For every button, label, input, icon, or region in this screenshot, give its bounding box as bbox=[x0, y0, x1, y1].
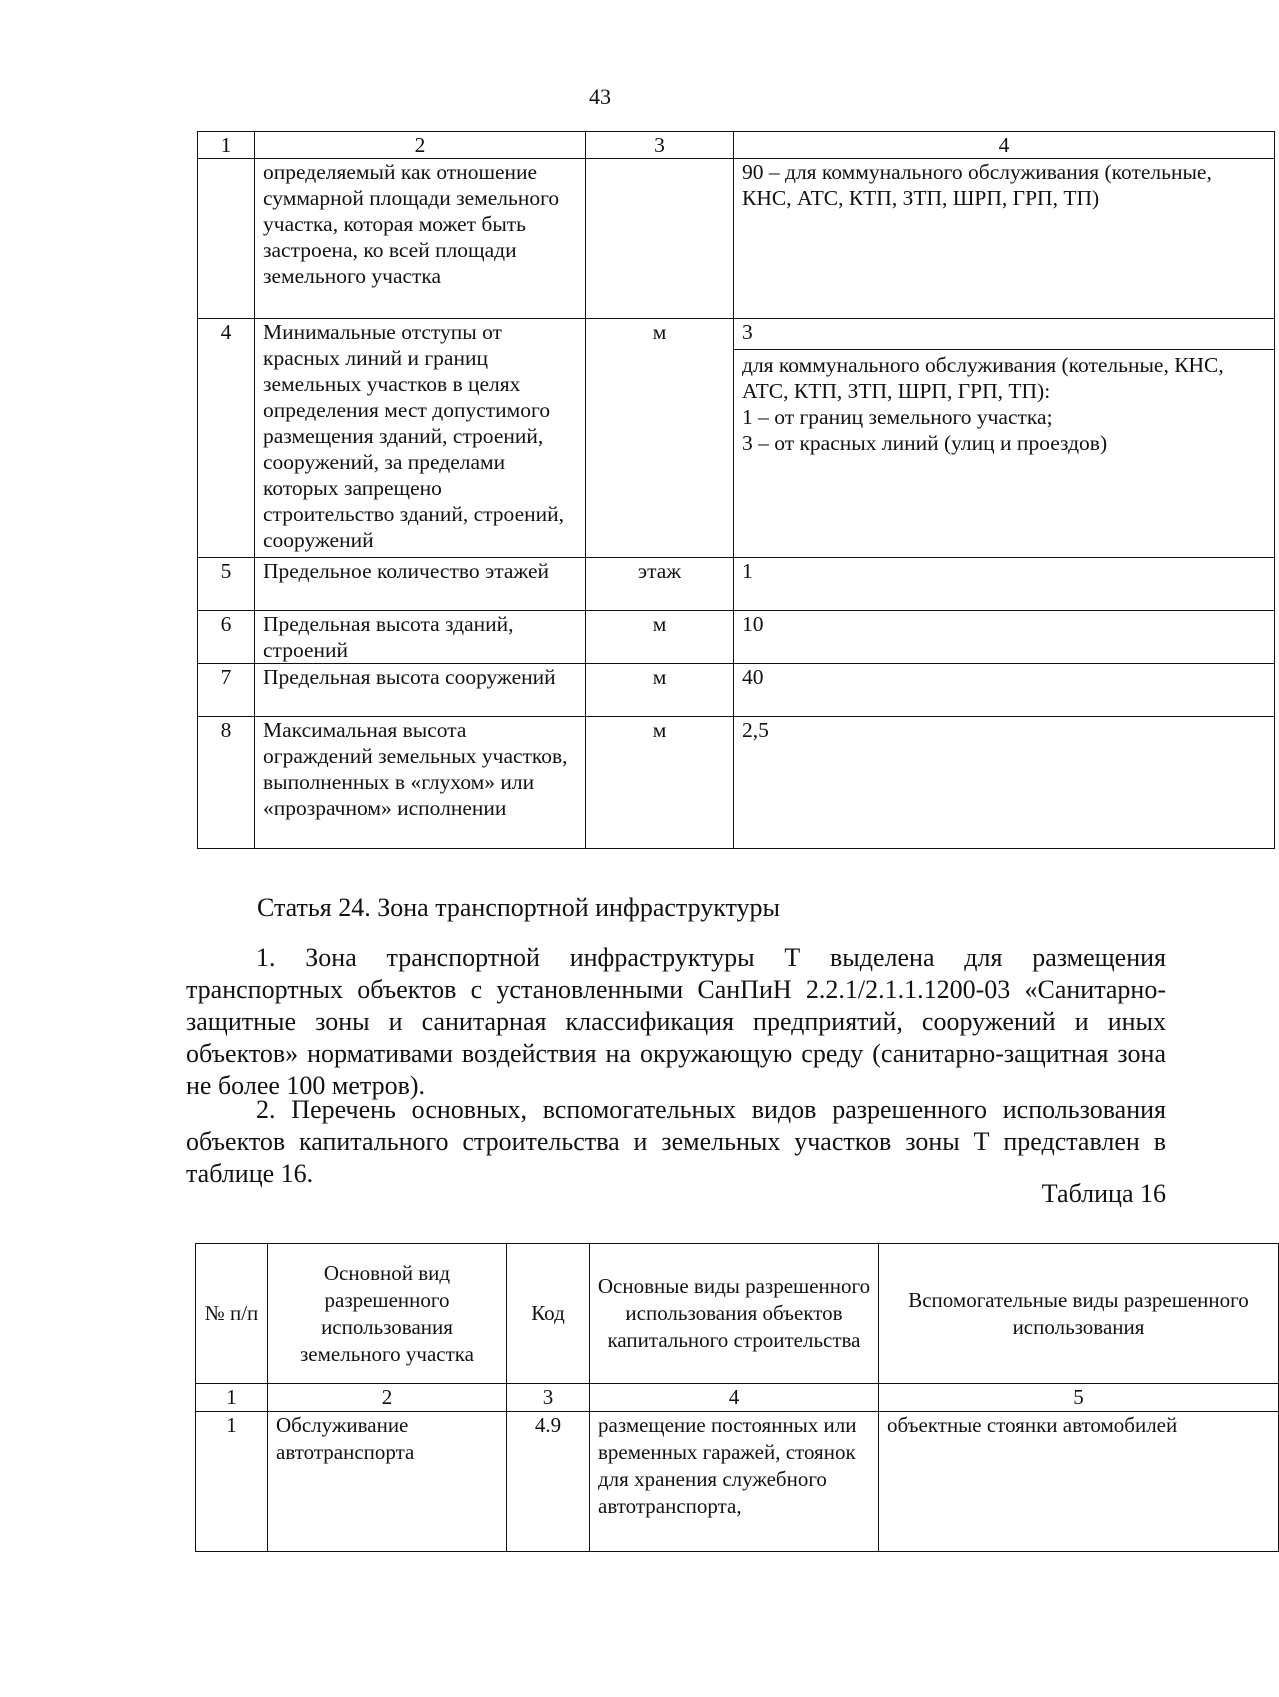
use-type: Обслуживание автотранспорта bbox=[268, 1412, 507, 1552]
unit-cell: этаж bbox=[586, 558, 734, 611]
value-cell: 40 bbox=[734, 664, 1275, 717]
article-title: Статья 24. Зона транспортной инфраструктуры bbox=[257, 893, 781, 922]
column-number: 1 bbox=[196, 1384, 268, 1412]
value-cell bbox=[734, 319, 1275, 558]
column-number: 4 bbox=[590, 1384, 879, 1412]
row-number: 5 bbox=[198, 558, 255, 611]
header-cell: 2 bbox=[255, 132, 586, 159]
value-cell: 10 bbox=[734, 611, 1275, 664]
header-cell: Код bbox=[507, 1244, 590, 1384]
header-cell: 4 bbox=[734, 132, 1275, 159]
column-number-row bbox=[196, 1384, 1279, 1412]
parameter-name: Предельная высота зданий, строений bbox=[255, 611, 586, 664]
use-code: 4.9 bbox=[507, 1412, 590, 1552]
header-cell: 1 bbox=[198, 132, 255, 159]
value-line: 1 – от границ земельного участка; bbox=[742, 405, 1053, 429]
main-use: размещение постоянных или временных гаражей, стоянок для хранения служебного автотранспорта, bbox=[590, 1412, 879, 1552]
value-cell: 90 – для коммунального обслуживания (котельные, КНС, АТС, КТП, ЗТП, ШРП, ГРП, ТП) bbox=[734, 159, 1275, 319]
unit-cell: м bbox=[586, 319, 734, 558]
column-number: 3 bbox=[507, 1384, 590, 1412]
unit-cell: м bbox=[586, 611, 734, 664]
value-cell: 1 bbox=[734, 558, 1275, 611]
column-number: 5 bbox=[879, 1384, 1279, 1412]
parameter-name: Минимальные отступы от красных линий и границ земельных участков в целях определения мест допустимого размещения зданий, строений, сооружений, за пределами которых запрещено строительство зданий, строений, сооружений bbox=[255, 319, 586, 558]
header-cell: Основной вид разрешенного использования земельного участка bbox=[268, 1244, 507, 1384]
table-header-row bbox=[198, 132, 1275, 159]
value-line: 3 – от красных линий (улиц и проездов) bbox=[742, 431, 1108, 455]
table-row bbox=[198, 159, 1275, 319]
unit-cell: м bbox=[586, 664, 734, 717]
table-row bbox=[198, 611, 1275, 664]
row-number bbox=[198, 159, 255, 319]
parameter-name: Максимальная высота ограждений земельных участков, выполненных в «глухом» или «прозрачном» исполнении bbox=[255, 717, 586, 849]
unit-cell: м bbox=[586, 717, 734, 849]
column-number: 2 bbox=[268, 1384, 507, 1412]
value-main: 3 bbox=[734, 319, 1274, 350]
parameter-name: Предельная высота сооружений bbox=[255, 664, 586, 717]
table-header-row bbox=[196, 1244, 1279, 1384]
row-number: 7 bbox=[198, 664, 255, 717]
row-number: 4 bbox=[198, 319, 255, 558]
row-number: 6 bbox=[198, 611, 255, 664]
value-detail bbox=[734, 350, 1274, 456]
table-row bbox=[198, 558, 1275, 611]
header-cell: 3 bbox=[586, 132, 734, 159]
permitted-use-table bbox=[195, 1243, 1279, 1552]
value-cell: 2,5 bbox=[734, 717, 1275, 849]
auxiliary-use: объектные стоянки автомобилей bbox=[879, 1412, 1279, 1552]
value-line: для коммунального обслуживания (котельные, КНС, АТС, КТП, ЗТП, ШРП, ГРП, ТП): bbox=[742, 353, 1224, 403]
table-caption: Таблица 16 bbox=[1041, 1179, 1166, 1208]
unit-cell bbox=[586, 159, 734, 319]
table-row bbox=[198, 664, 1275, 717]
row-number: 8 bbox=[198, 717, 255, 849]
table-row bbox=[196, 1412, 1279, 1552]
article-paragraph: 2. Перечень основных, вспомогательных видов разрешенного использования объектов капитального строительства и земельных участков зоны Т представлен в таблице 16. bbox=[186, 1095, 1166, 1188]
regulations-table bbox=[197, 131, 1275, 849]
parameter-name: определяемый как отношение суммарной площади земельного участка, которая может быть застроена, ко всей площади земельного участка bbox=[255, 159, 586, 319]
header-cell: Вспомогательные виды разрешенного использования bbox=[879, 1244, 1279, 1384]
parameter-name: Предельное количество этажей bbox=[255, 558, 586, 611]
header-cell: № п/п bbox=[196, 1244, 268, 1384]
table-row bbox=[198, 319, 1275, 558]
header-cell: Основные виды разрешенного использования объектов капитального строительства bbox=[590, 1244, 879, 1384]
article-paragraph: 1. Зона транспортной инфраструктуры Т выделена для размещения транспортных объектов с установленными СанПиН 2.2.1/2.1.1.1200-03 «Санитарно-защитные зоны и санитарная классификация предприятий, сооружений и иных объектов» нормативами воздействия на окружающую среду (санитарно-защитная зона не более 100 метров). bbox=[186, 943, 1166, 1100]
row-number: 1 bbox=[196, 1412, 268, 1552]
page-number: 43 bbox=[589, 84, 611, 109]
table-row bbox=[198, 717, 1275, 849]
